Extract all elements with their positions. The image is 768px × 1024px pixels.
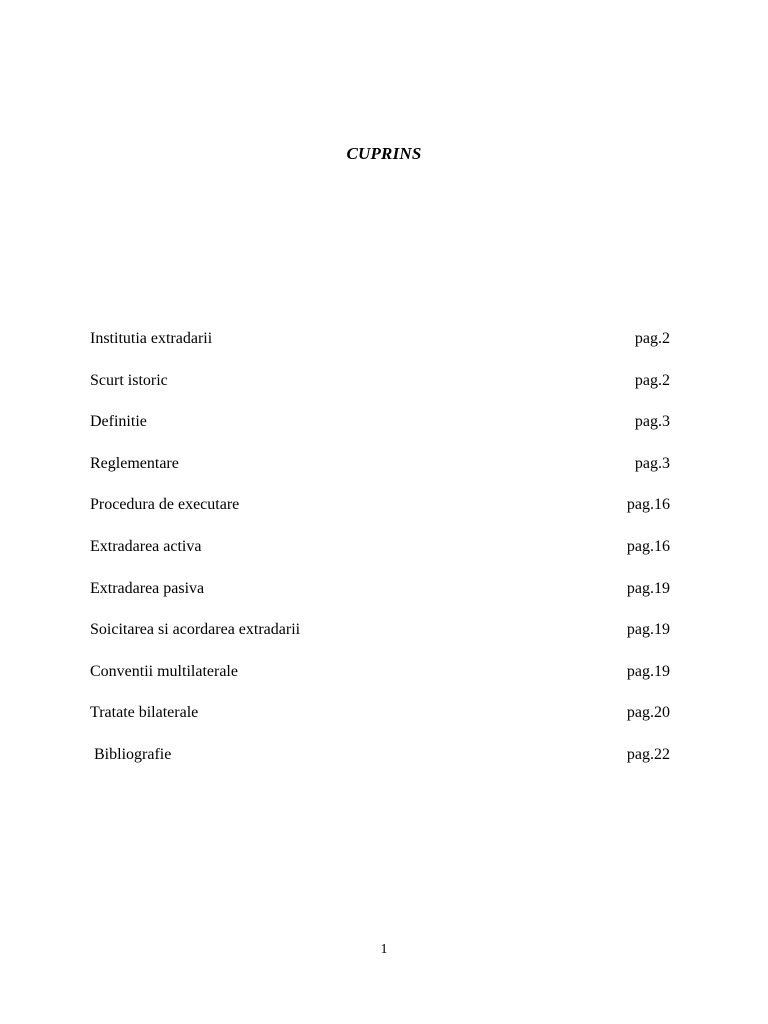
toc-entry-label: Scurt istoric <box>90 371 168 389</box>
toc-entry-label: Definitie <box>90 413 147 431</box>
page-number: 1 <box>380 942 388 957</box>
toc-entry-label: Extradarea pasiva <box>90 579 205 597</box>
toc-entry-label: Conventii multilaterale <box>90 662 238 680</box>
toc-entry <box>90 746 670 790</box>
toc-entry-page: pag.19 <box>626 579 670 597</box>
toc-entry-page: pag.3 <box>634 454 670 472</box>
toc-entry <box>90 455 670 497</box>
table-of-contents <box>90 330 670 790</box>
page-title: CUPRINS <box>346 144 422 163</box>
toc-entry <box>90 621 670 663</box>
toc-entry-page: pag.3 <box>634 413 670 431</box>
toc-entry <box>90 580 670 622</box>
toc-entry-label: Procedura de executare <box>90 496 240 514</box>
toc-entry-label: Bibliografie <box>94 745 172 763</box>
toc-entry-page: pag.2 <box>634 330 670 347</box>
toc-entry-page: pag.16 <box>626 496 670 514</box>
toc-entry <box>90 663 670 705</box>
toc-entry <box>90 330 670 372</box>
toc-entry-page: pag.20 <box>626 704 670 722</box>
toc-entry-label: Extradarea activa <box>90 537 202 555</box>
toc-entry-label: Tratate bilaterale <box>90 704 199 722</box>
toc-entry <box>90 496 670 538</box>
toc-entry <box>90 372 670 414</box>
toc-entry-page: pag.2 <box>634 371 670 389</box>
toc-entry-page: pag.19 <box>626 621 670 639</box>
toc-entry-page: pag.22 <box>626 745 670 763</box>
toc-entry-page: pag.16 <box>626 537 670 555</box>
toc-entry <box>90 413 670 455</box>
toc-entry-label: Reglementare <box>90 454 179 472</box>
toc-entry-label: Soicitarea si acordarea extradarii <box>90 621 301 639</box>
toc-entry <box>90 538 670 580</box>
toc-entry-page: pag.19 <box>626 662 670 680</box>
toc-entry-label: Institutia extradarii <box>90 330 213 347</box>
toc-entry <box>90 704 670 746</box>
